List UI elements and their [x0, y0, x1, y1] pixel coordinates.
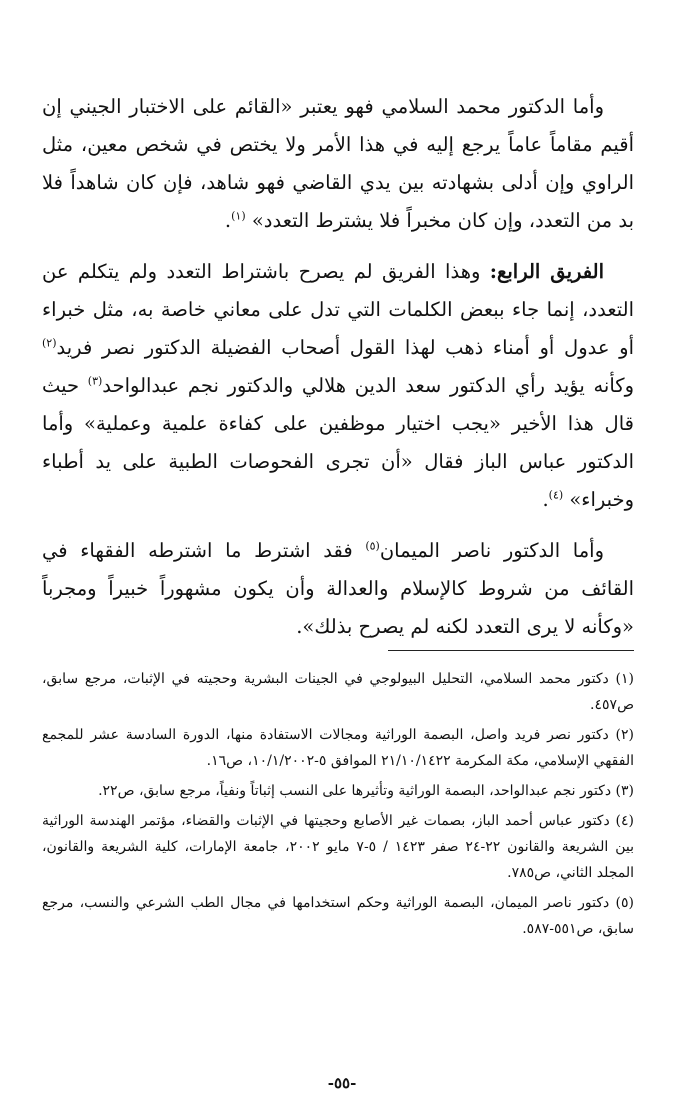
footnote-5: (٥) دكتور ناصر الميمان، البصمة الوراثية وحكم استخدامها في مجال الطب الشرعي والنسب، مرجع سابق، ص٥٥١-٥٨٧.	[42, 895, 634, 937]
main-text	[42, 88, 634, 659]
paragraph-1: وأما الدكتور محمد السلامي فهو يعتبر «القائم على الاختبار الجيني إن أقيم مقاماً عاماً يرجع إليه في هذا الأمر ولا يختص في شخص معين، مثل الراوي وإن أدلى بشهادته بين يدي القاضي فهو شاهد، فإن كان شاهداً فلا بد من التعدد، وإن كان مخبراً فلا يشترط التعدد» $^{(١)}$.	[42, 95, 634, 232]
page-number: -٥٥-	[327, 1074, 357, 1092]
footnote-ref-4: (٤)	[548, 488, 564, 502]
paragraph-2: الفريق الرابع: وهذا الفريق لم يصرح باشتراط التعدد ولم يتكلم عن التعدد، إنما جاء ببعض الكلمات التي تدل على معاني خاصة به، مثل خبراء أو عدول أو أمناء ذهب لهذا القول أصحاب الفضيلة الدكتور نصر فريد$^{(٢)}$ وكأنه يؤيد رأي الدكتور سعد الدين هلالي والدكتور نجم عبدالواحد$^{(٣)}$ حيث قال هذا الأخير «يجب اختيار موظفين على كفاءة علمية وعملية» وأما الدكتور عباس الباز فقال «أن تجرى الفحوصات الطبية على يد أطباء وخبراء» $^{(٤)}$.	[42, 260, 634, 511]
footnote-ref-1: (١)	[231, 209, 246, 223]
footnote-ref-3: (٣)	[87, 374, 103, 388]
footnote-divider	[388, 650, 634, 651]
footnote-ref-2: (٢)	[42, 336, 57, 350]
footnote-3: (٣) دكتور نجم عبدالواحد، البصمة الوراثية وتأثيرها على النسب إثباتاً ونفياً، مرجع سابق، ص٢٢.	[98, 783, 634, 799]
section-heading: الفريق الرابع:	[489, 260, 604, 283]
footnote-ref-5: (٥)	[365, 539, 380, 553]
footnotes	[42, 666, 634, 946]
footnote-2: (٢) دكتور نصر فريد واصل، البصمة الوراثية ومجالات الاستفادة منها، الدورة السادسة عشر للمجمع الفقهي الإسلامي، مكة المكرمة ٢١/١٠/١٤٢٢ الموافق ٥-١٠/١/٢٠٠٢، ص١٦.	[42, 727, 634, 769]
footnote-1: (١) دكتور محمد السلامي، التحليل البيولوجي في الجينات البشرية وحجيته في الإثبات، مرجع سابق، ص٤٥٧.	[42, 671, 634, 713]
footnote-4: (٤) دكتور عباس أحمد الباز، بصمات غير الأصابع وحجيتها في الإثبات والقضاء، مؤتمر الهندسة الوراثية بين الشريعة والقانون ٢٢-٢٤ صفر ١٤٢٣ / ٥-٧ مايو ٢٠٠٢، جامعة الإمارات، كلية الشريعة والقانون، المجلد الثاني، ص٧٨٥.	[42, 813, 635, 881]
paragraph-3: وأما الدكتور ناصر الميمان$^{(٥)}$ فقد اشترط ما اشترطه الفقهاء في القائف من شروط كالإسلام والعدالة وأن يكون مشهوراً خبيراً ومجرباً «وكأنه لا يرى التعدد لكنه لم يصرح بذلك».	[42, 539, 634, 638]
